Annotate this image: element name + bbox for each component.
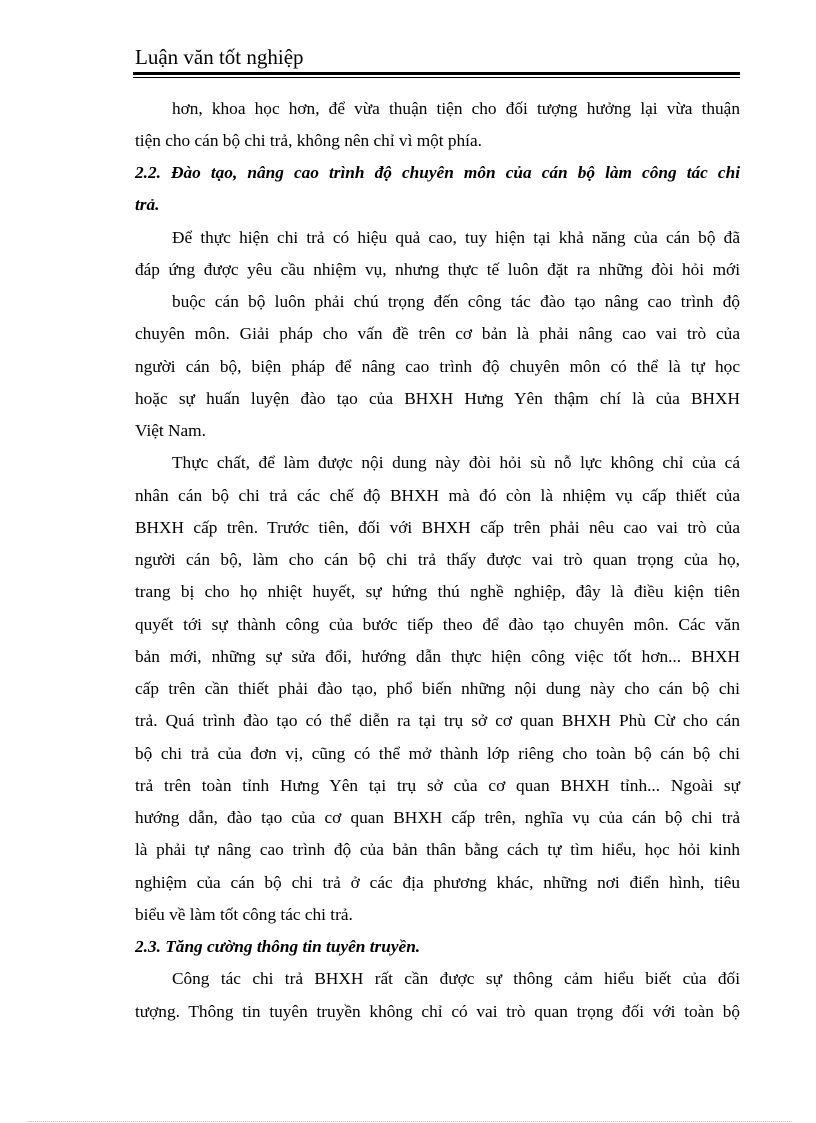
text-line: tiện cho cán bộ chi trả, không nên chỉ vì một phía. xyxy=(135,131,482,150)
header-rule-thin xyxy=(133,77,740,78)
text-line: quyết tới sự thành công của bước tiếp theo để đào tạo chuyên môn. Các văn xyxy=(135,615,740,634)
text-line: hướng dẫn, đào tạo của cơ quan BHXH cấp trên, nghĩa vụ của cán bộ chi trả xyxy=(135,808,740,827)
header-rule-thick xyxy=(133,72,740,75)
text-line: nghiệm của cán bộ chi trả ở các địa phương khác, những nơi điển hình, tiêu xyxy=(135,873,740,892)
text-line: trả trên toàn tỉnh Hưng Yên tại trụ sở của cơ quan BHXH tỉnh... Ngoài sự xyxy=(135,776,740,795)
section-heading: 2.3. Tăng cường thông tin tuyên truyền. xyxy=(135,937,421,956)
text-line: nhân cán bộ chi trả các chế độ BHXH mà đó còn là nhiệm vụ cấp thiết của xyxy=(135,486,740,505)
text-line: hơn, khoa học hơn, để vừa thuận tiện cho đối tượng hưởng lại vừa thuận xyxy=(172,99,740,118)
text-line: người cán bộ, biện pháp để nâng cao trình độ chuyên môn có thể là tự học xyxy=(135,357,740,376)
text-line: trang bị cho họ nhiệt huyết, sự hứng thú nghề nghiệp, đây là điều kiện tiên xyxy=(135,582,740,601)
text-line: biểu về làm tốt công tác chi trả. xyxy=(135,905,353,924)
header-title: Luận văn tốt nghiệp xyxy=(135,45,304,69)
text-line: Việt Nam. xyxy=(135,421,206,440)
section-heading: 2.2. Đào tạo, nâng cao trình độ chuyên môn của cán bộ làm công tác chi xyxy=(135,163,740,182)
section-heading: trả. xyxy=(135,195,160,214)
text-line: đáp ứng được yêu cầu nhiệm vụ, nhưng thực tế luôn đặt ra những đòi hỏi mới xyxy=(135,260,740,279)
text-line: người cán bộ, làm cho cán bộ chi trả thấy được vai trò quan trọng của họ, xyxy=(135,550,740,569)
text-line: Để thực hiện chi trả có hiệu quả cao, tuy hiện tại khả năng của cán bộ đã xyxy=(172,228,740,247)
text-line: tượng. Thông tin tuyên truyền không chỉ có vai trò quan trọng đối với toàn bộ xyxy=(135,1002,740,1021)
text-line: hoặc sự huấn luyện đào tạo của BHXH Hưng Yên thậm chí là của BHXH xyxy=(135,389,740,408)
text-line: bản mới, những sự sửa đổi, hướng dẫn thực hiện công việc tốt hơn... BHXH xyxy=(135,647,740,666)
text-line: là phải tự nâng cao trình độ của bản thân bằng cách tự tìm hiểu, học hỏi kinh xyxy=(135,840,740,859)
text-line: buộc cán bộ luôn phải chú trọng đến công tác đào tạo nâng cao trình độ xyxy=(172,292,740,311)
text-line: chuyên môn. Giải pháp cho vấn đề trên cơ bản là phải nâng cao vai trò của xyxy=(135,324,740,343)
text-line: Công tác chi trả BHXH rất cần được sự thông cảm hiểu biết của đối xyxy=(172,969,740,988)
text-line: trả. Quá trình đào tạo có thể diễn ra tại trụ sở cơ quan BHXH Phù Cừ cho cán xyxy=(135,711,740,730)
text-line: Thực chất, để làm được nội dung này đòi hỏi sù nỗ lực không chỉ của cá xyxy=(172,453,740,472)
text-line: BHXH cấp trên. Trước tiên, đối với BHXH cấp trên phải nêu cao vai trò của xyxy=(135,518,740,537)
text-line: bộ chi trả của đơn vị, cũng có thể mở thành lớp riêng cho toàn bộ cán bộ chi xyxy=(135,744,740,763)
page-bottom-edge xyxy=(28,1121,792,1122)
text-line: cấp trên cần thiết phải đào tạo, phổ biến những nội dung này cho cán bộ chi xyxy=(135,679,740,698)
